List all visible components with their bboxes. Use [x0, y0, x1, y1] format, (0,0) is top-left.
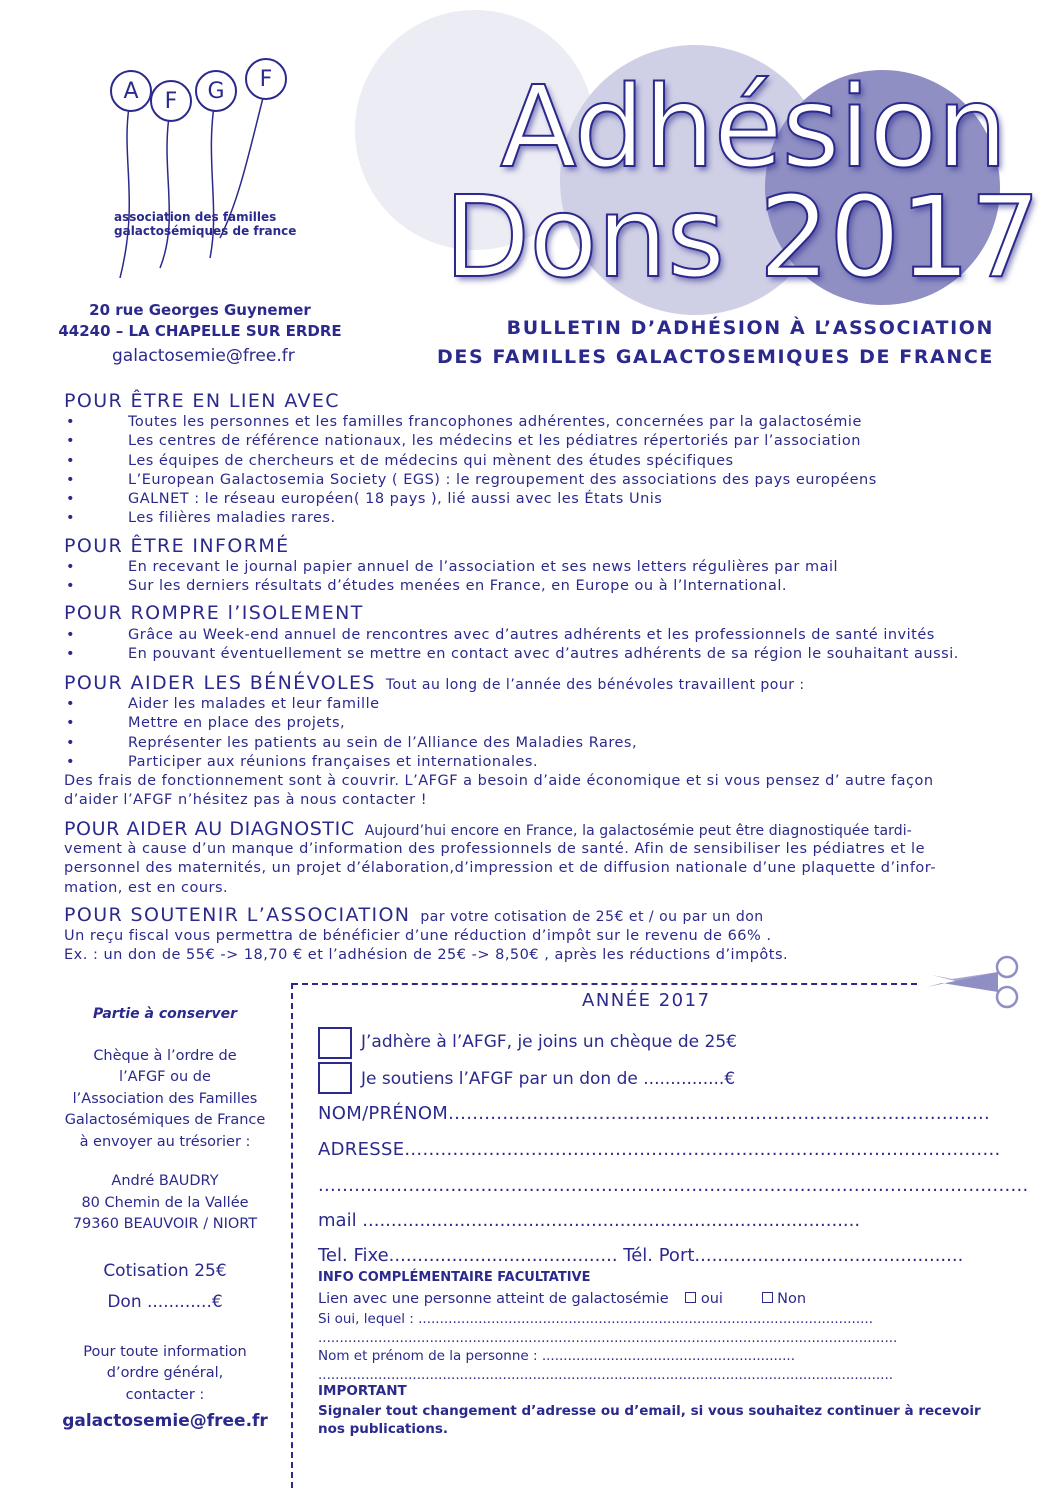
list-item: • Mettre en place des projets, [64, 714, 637, 733]
paragraph-line: mation, est en cours. [64, 879, 229, 896]
treasurer-address-1: 80 Chemin de la Vallée [81, 1194, 249, 1211]
lien-question [318, 1291, 806, 1307]
title-line-1: Adhésion [500, 63, 1007, 193]
list-lien [64, 413, 877, 529]
important-text-line: Signaler tout changement d’adresse ou d’email, si vous souhaitez continuer à recevoir [318, 1403, 981, 1419]
oui-checkbox[interactable] [685, 1292, 696, 1303]
soutenir-paragraph [64, 927, 788, 966]
oui-label: oui [700, 1291, 723, 1307]
paragraph-line: d’aider l’AFGF n’hésitez pas à nous contacter ! [64, 792, 428, 809]
keep-line: l’Association des Familles [72, 1090, 258, 1107]
lien-question-text: Lien avec une personne atteint de galactosémie [318, 1291, 669, 1307]
list-item: • Sur les derniers résultats d’études menées en France, en Europe ou à l’International. [64, 577, 838, 596]
keep-line: à envoyer au trésorier : [79, 1133, 251, 1150]
bulletin-line-2: DES FAMILLES GALACTOSEMIQUES DE FRANCE [437, 346, 994, 368]
address-line-1: 20 rue Georges Guynemer [89, 301, 311, 319]
scissors-icon [922, 955, 1022, 1010]
mail-field[interactable]: mail ....................................................................................... [318, 1210, 861, 1231]
cut-line [292, 983, 917, 985]
paragraph-line: Ex. : un don de 55€ -> 18,70 € et l’adhésion de 25€ -> 8,50€ , après les réductions d’impôts. [64, 947, 789, 964]
list-benevoles [64, 695, 637, 772]
nom-personne-field[interactable]: Nom et prénom de la personne : ........................................................... [318, 1348, 796, 1364]
association-name [114, 210, 296, 238]
cotisation-line: Cotisation 25€ [103, 1260, 227, 1281]
list-item: • GALNET : le réseau européen( 18 pays ), lié aussi avec les États Unis [64, 490, 877, 509]
diagnostic-heading-text: POUR AIDER AU DIAGNOSTIC [64, 818, 355, 840]
postal-address [50, 300, 350, 342]
soutien-label: Je soutiens l’AFGF par un don de ...............€ [361, 1069, 736, 1089]
list-item: • Grâce au Week-end annuel de rencontres avec d’autres adhérents et les professionnels de santé invités [64, 626, 959, 645]
paragraph-line: Un reçu fiscal vous permettra de bénéficier d’une réduction d’impôt sur le revenu de 66% . [64, 928, 772, 944]
paragraph-line: personnel des maternités, un projet d’élaboration,d’impression et de diffusion nationale d’une plaquette d’infor- [64, 860, 937, 877]
section-heading-soutenir [64, 904, 764, 926]
list-item: • Toutes les personnes et les familles francophones adhérentes, concernées par la galactosémie [64, 413, 877, 432]
bulletin-line-1: BULLETIN D’ADHÉSION À L’ASSOCIATION [506, 317, 994, 339]
don-line: Don ............€ [107, 1291, 223, 1312]
adresse-field[interactable]: ADRESSE................................................................................................... [318, 1139, 1001, 1160]
treasurer-name: André BAUDRY [111, 1173, 219, 1189]
soutien-checkbox[interactable] [318, 1062, 352, 1094]
soutenir-heading-text: POUR SOUTENIR L’ASSOCIATION [64, 904, 411, 926]
list-item: • En pouvant éventuellement se mettre en contact avec d’autres adhérents de sa région le souhaitant aussi. [64, 645, 959, 664]
cut-line-vertical [291, 983, 293, 1488]
non-label: Non [777, 1291, 807, 1307]
form-year: ANNÉE 2017 [582, 990, 711, 1011]
keep-line: Chèque à l’ordre de [93, 1047, 237, 1064]
info-line: contacter : [125, 1386, 205, 1403]
adresse-field-line-2[interactable]: ...................................................................................................................... [318, 1175, 1029, 1196]
address-line-2: 44240 – LA CHAPELLE SUR ERDRE [58, 322, 342, 340]
section-heading-diagnostic [64, 818, 912, 840]
tel-field[interactable]: Tel. Fixe........................................ Tél. Port............................................... [318, 1245, 964, 1266]
list-item: • Aider les malades et leur famille [64, 695, 637, 714]
list-item: • Participer aux réunions françaises et internationales. [64, 753, 637, 772]
info-line: Pour toute information [83, 1343, 247, 1360]
contact-email[interactable]: galactosemie@free.fr [112, 346, 295, 366]
important-text [318, 1402, 981, 1438]
paragraph-line: Des frais de fonctionnement sont à couvrir. L’AFGF a besoin d’aide économique et si vous pensez d’ autre façon [64, 773, 934, 789]
diagnostic-intro: Aujourd’hui encore en France, la galactosémie peut être diagnostiquée tardi- [364, 823, 912, 839]
bulletin-title [437, 314, 994, 372]
nom-personne-field-line-2[interactable]: ...................................................................................................................................... [318, 1367, 894, 1383]
logo-letter-f: F [150, 80, 192, 122]
info-line: d’ordre général, [106, 1365, 224, 1381]
adhere-label: J’adhère à l’AFGF, je joins un chèque de 25€ [361, 1032, 737, 1052]
diagnostic-paragraph [64, 840, 936, 898]
association-name-line-1: association des familles [114, 210, 277, 224]
logo-letter-a: A [110, 70, 152, 112]
non-checkbox[interactable] [762, 1292, 773, 1303]
list-item: • Les filières maladies rares. [64, 509, 877, 528]
paragraph-line: vement à cause d’un manque d’information des professionnels de santé. Afin de sensibiliser les pédiatres et le [64, 841, 926, 857]
section-heading-lien: POUR ÊTRE EN LIEN AVEC [64, 390, 340, 412]
list-informe [64, 558, 838, 597]
keep-email[interactable]: galactosemie@free.fr [62, 1411, 268, 1431]
title-line-2: Dons 2017 [444, 173, 1040, 303]
info-complementaire-title: INFO COMPLÉMENTAIRE FACULTATIVE [318, 1270, 591, 1285]
list-isolement [64, 626, 959, 665]
benevoles-intro: Tout au long de l’année des bénévoles travaillent pour : [385, 677, 805, 693]
lequel-field-line-2[interactable]: ....................................................................................................................................... [318, 1330, 898, 1346]
list-item: • Les centres de référence nationaux, les médecins et les pédiatres répertoriés par l’association [64, 432, 877, 451]
adhere-checkbox[interactable] [318, 1027, 352, 1059]
important-text-line: nos publications. [318, 1421, 449, 1437]
logo-letter-g: G [195, 70, 237, 112]
list-item: • En recevant le journal papier annuel de l’association et ses news letters régulières par mail [64, 558, 838, 577]
list-item: • Les équipes de chercheurs et de médecins qui mènent des études spécifiques [64, 452, 877, 471]
section-heading-isolement: POUR ROMPRE l’ISOLEMENT [64, 602, 364, 624]
benevoles-paragraph [64, 772, 934, 811]
list-item: • Représenter les patients au sein de l’Alliance des Maladies Rares, [64, 734, 637, 753]
treasurer-address-2: 79360 BEAUVOIR / NIORT [72, 1216, 258, 1232]
keep-line: Galactosémiques de France [64, 1112, 266, 1128]
keep-title: Partie à conserver [92, 1006, 238, 1022]
lequel-field[interactable]: Si oui, lequel : .......................................................................................................... [318, 1311, 874, 1327]
list-item: • L’European Galactosemia Society ( EGS) : le regroupement des associations des pays européens [64, 471, 877, 490]
soutenir-intro: par votre cotisation de 25€ et / ou par un don [420, 909, 764, 925]
section-heading-benevoles [64, 672, 805, 694]
section-heading-informe: POUR ÊTRE INFORMÉ [64, 535, 290, 557]
important-title: IMPORTANT [318, 1383, 407, 1399]
keep-part [40, 1004, 290, 1436]
nom-field[interactable]: NOM/PRÉNOM.......................................................................................... [318, 1103, 991, 1124]
association-name-line-2: galactosémiques de france [114, 224, 297, 238]
afgf-logo [100, 58, 300, 278]
benevoles-heading-text: POUR AIDER LES BÉNÉVOLES [64, 672, 376, 694]
keep-line: l’AFGF ou de [119, 1069, 211, 1085]
logo-letter-f2: F [245, 58, 287, 100]
